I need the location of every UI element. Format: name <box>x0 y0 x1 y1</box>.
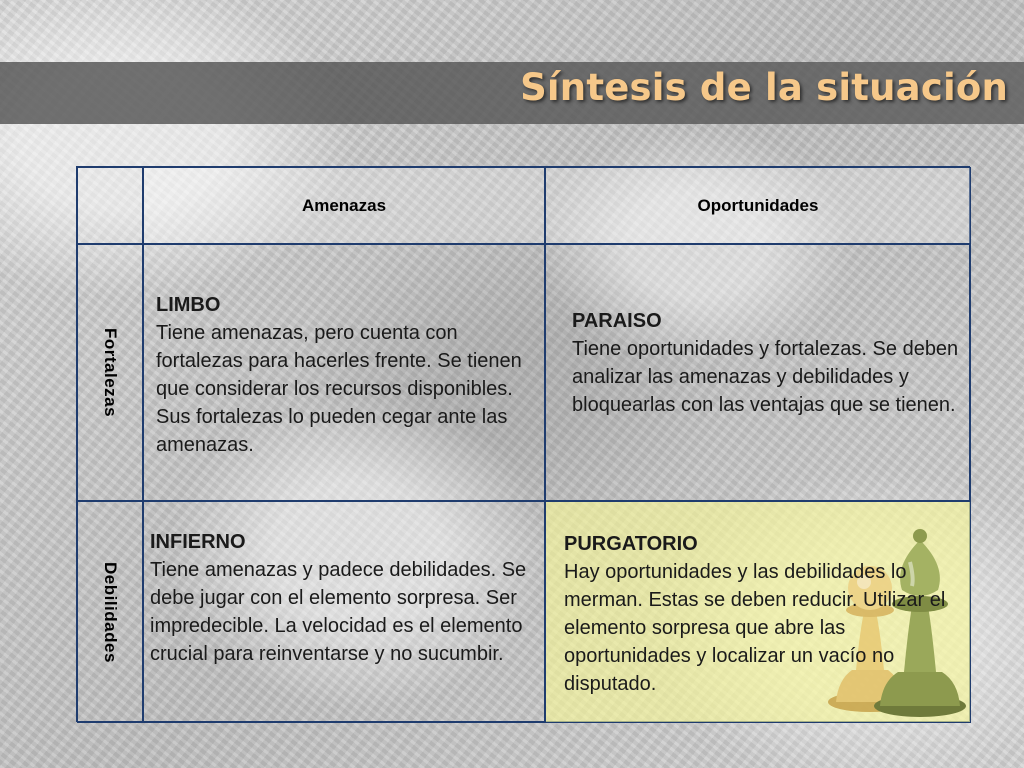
row-label-fortalezas: Fortalezas <box>101 327 120 418</box>
limbo-text: Tiene amenazas, pero cuenta con fortalezas para hacerles frente. Se tienen que considerar los recursos disponibles. Sus fortalezas lo pueden cegar ante las amenazas. <box>156 322 522 456</box>
infierno-title: INFIERNO <box>150 531 246 553</box>
slide-title: Síntesis de la situación <box>520 66 1008 109</box>
purgatorio-text: Hay oportunidades y las debilidades lo merman. Estas se deben reducir. Utilizar el elemento sorpresa que abre las oportunidades y localizar un vacío no disputado. <box>564 561 946 695</box>
quadrant-paraiso <box>545 244 971 501</box>
header-amenazas: Amenazas <box>143 167 545 244</box>
quadrant-purgatorio <box>545 501 971 723</box>
paraiso-text: Tiene oportunidades y fortalezas. Se deben analizar las amenazas y debilidades y bloquearlas con las ventajas que se tienen. <box>572 338 959 416</box>
quadrant-limbo <box>143 244 545 501</box>
title-bar <box>0 62 1024 124</box>
quadrant-infierno <box>143 501 545 723</box>
row-header-fortalezas <box>77 244 143 501</box>
header-oportunidades: Oportunidades <box>545 167 971 244</box>
swot-matrix <box>76 166 970 722</box>
purgatorio-title: PURGATORIO <box>564 533 698 555</box>
infierno-text: Tiene amenazas y padece debilidades. Se debe jugar con el elemento sorpresa. Ser impredecible. La velocidad es el elemento crucial para reinventarse y no sucumbir. <box>150 559 527 665</box>
paraiso-title: PARAISO <box>572 310 662 332</box>
row-label-debilidades: Debilidades <box>101 561 120 663</box>
corner-cell <box>77 167 143 244</box>
limbo-title: LIMBO <box>156 294 221 316</box>
row-header-debilidades <box>77 501 143 723</box>
